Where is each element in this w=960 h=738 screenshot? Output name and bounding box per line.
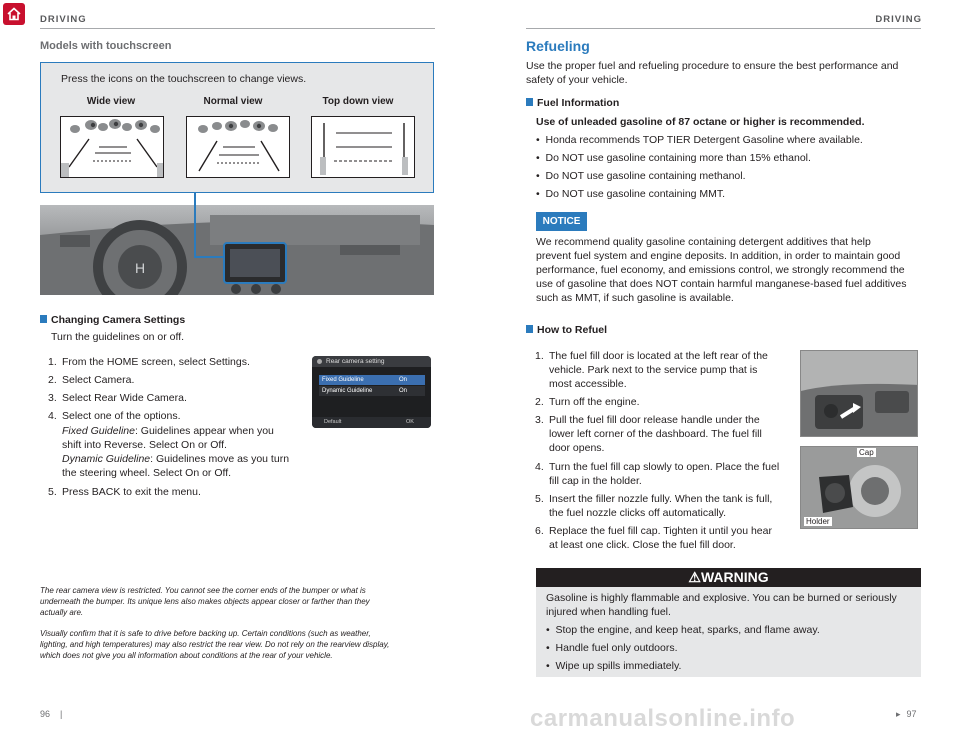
list-item: 5. Press BACK to exit the menu. bbox=[48, 486, 201, 498]
list-item: 1. The fuel fill door is located at the left rear of the vehicle. Park next to the service pump that is most accessible. bbox=[535, 350, 768, 390]
section-bullet-icon bbox=[526, 325, 533, 333]
left-header-rule bbox=[40, 28, 435, 29]
camera-settings-intro: Turn the guidelines on or off. bbox=[51, 331, 185, 343]
rear-camera-settings-screen bbox=[312, 356, 431, 428]
top-down-view-label: Top down view bbox=[322, 96, 394, 107]
list-item: 4. Turn the fuel fill cap slowly to open. Place the fuel fill cap in the holder. bbox=[535, 461, 780, 487]
list-item: 5. Insert the filler nozzle fully. When the tank is full, the fuel nozzle clicks off automatically. bbox=[535, 493, 773, 519]
callout-line-horizontal bbox=[194, 256, 224, 258]
back-icon bbox=[317, 359, 322, 364]
settings-screen-title: Rear camera setting bbox=[312, 356, 431, 367]
cap-label: Cap bbox=[859, 448, 874, 457]
list-item: • Stop the engine, and keep heat, sparks, and flame away. bbox=[546, 624, 820, 636]
list-item: 3. Select Rear Wide Camera. bbox=[48, 392, 187, 404]
settings-row[interactable]: Fixed Guideline On bbox=[319, 375, 425, 385]
views-intro: Press the icons on the touchscreen to change views. bbox=[61, 73, 307, 85]
list-item: • Do NOT use gasoline containing MMT. bbox=[536, 188, 726, 200]
section-bullet-icon bbox=[526, 98, 533, 106]
list-item: 3. Pull the fuel fill door release handle under the lower left corner of the dashboard. The fuel fill door opens. bbox=[535, 414, 762, 454]
changing-camera-settings-heading: Changing Camera Settings bbox=[40, 314, 185, 326]
settings-footer bbox=[312, 417, 431, 428]
settings-row[interactable]: Dynamic Guideline On bbox=[319, 386, 425, 396]
page-number-left: 96 | bbox=[40, 709, 63, 719]
page-number-right: ▸ 97 bbox=[896, 709, 917, 719]
page-title: Refueling bbox=[526, 38, 590, 54]
fuel-door-release-photo bbox=[800, 350, 918, 437]
right-section-header: DRIVING bbox=[875, 14, 922, 25]
wide-view-icon[interactable] bbox=[60, 116, 164, 178]
section-bullet-icon bbox=[40, 315, 47, 323]
warning-text: Gasoline is highly flammable and explosive. You can be burned or seriously injured when handling fuel. bbox=[546, 592, 897, 618]
fuel-information-heading: Fuel Information bbox=[526, 97, 619, 109]
footnote-visually-confirm: Visually confirm that it is safe to drive before backing up. Certain conditions (such as weather, lighting, and high temperatures) may also restrict the rear view. Do not rely on the rearview display, which does not give you all information about conditions at the rear of your vehicle. bbox=[40, 629, 390, 660]
wide-view-label: Wide view bbox=[86, 96, 136, 107]
dashboard-photo bbox=[40, 205, 434, 295]
svg-text:H: H bbox=[134, 260, 146, 276]
list-item: • Honda recommends TOP TIER Detergent Gasoline where available. bbox=[536, 134, 863, 146]
top-down-view-icon[interactable] bbox=[311, 116, 415, 178]
right-header-rule bbox=[526, 28, 921, 29]
refueling-intro: Use the proper fuel and refueling procedure to ensure the best performance and safety of your vehicle. bbox=[526, 60, 899, 86]
dynamic-guideline-desc-2: the steering wheel. Select On or Off. bbox=[62, 467, 232, 479]
home-icon[interactable] bbox=[3, 3, 25, 25]
fuel-cap-holder-photo bbox=[800, 446, 918, 529]
warning-box bbox=[536, 587, 921, 677]
fuel-octane-statement: Use of unleaded gasoline of 87 octane or higher is recommended. bbox=[536, 116, 865, 128]
normal-view-label: Normal view bbox=[203, 96, 263, 107]
list-item: 2. Turn off the engine. bbox=[535, 396, 640, 408]
list-item: • Handle fuel only outdoors. bbox=[546, 642, 678, 654]
fixed-guideline-desc: Fixed Guideline: Guidelines appear when you bbox=[62, 425, 274, 437]
ok-button[interactable]: OK bbox=[406, 419, 414, 425]
warning-banner: ⚠WARNING bbox=[536, 568, 921, 587]
how-to-refuel-heading: How to Refuel bbox=[526, 324, 607, 336]
list-item: 2. Select Camera. bbox=[48, 374, 135, 386]
callout-line-vertical bbox=[194, 193, 196, 257]
footnote-restricted-view: The rear camera view is restricted. You cannot see the corner ends of the bumper or what is underneath the bumper. Its unique lens also makes objects appear closer or farther than they actually are. bbox=[40, 586, 370, 617]
default-button[interactable]: Default bbox=[324, 419, 342, 425]
subheading: Models with touchscreen bbox=[40, 40, 172, 52]
dynamic-guideline-desc: Dynamic Guideline: Guidelines move as you turn bbox=[62, 453, 290, 465]
list-item: • Wipe up spills immediately. bbox=[546, 660, 682, 672]
camera-views-panel bbox=[40, 62, 434, 193]
normal-view-icon[interactable] bbox=[186, 116, 290, 178]
list-item: • Do NOT use gasoline containing methanol. bbox=[536, 170, 746, 182]
notice-badge: NOTICE bbox=[536, 212, 587, 231]
fixed-guideline-desc-2: shift into Reverse. Select On or Off. bbox=[62, 439, 227, 451]
list-item: 6. Replace the fuel fill cap. Tighten it until you hear at least one click. Close the fuel fill door. bbox=[535, 525, 772, 551]
list-item: 4. Select one of the options. bbox=[48, 410, 181, 422]
list-item: 1. From the HOME screen, select Settings. bbox=[48, 356, 250, 368]
warning-icon: ⚠ bbox=[688, 569, 701, 585]
holder-label: Holder bbox=[806, 517, 830, 526]
list-item: • Do NOT use gasoline containing more than 15% ethanol. bbox=[536, 152, 811, 164]
left-section-header: DRIVING bbox=[40, 14, 87, 25]
watermark: carmanualsonline.info bbox=[530, 705, 796, 732]
notice-text: We recommend quality gasoline containing detergent additives that help prevent fuel system and engine deposits. In addition, in order to maintain good performance, fuel economy, and emissions control, we strongly recommend the use of gasoline that does NOT contain harmful manganese-based fuel additives such as MMT, if such gasoline is available. bbox=[536, 236, 907, 304]
